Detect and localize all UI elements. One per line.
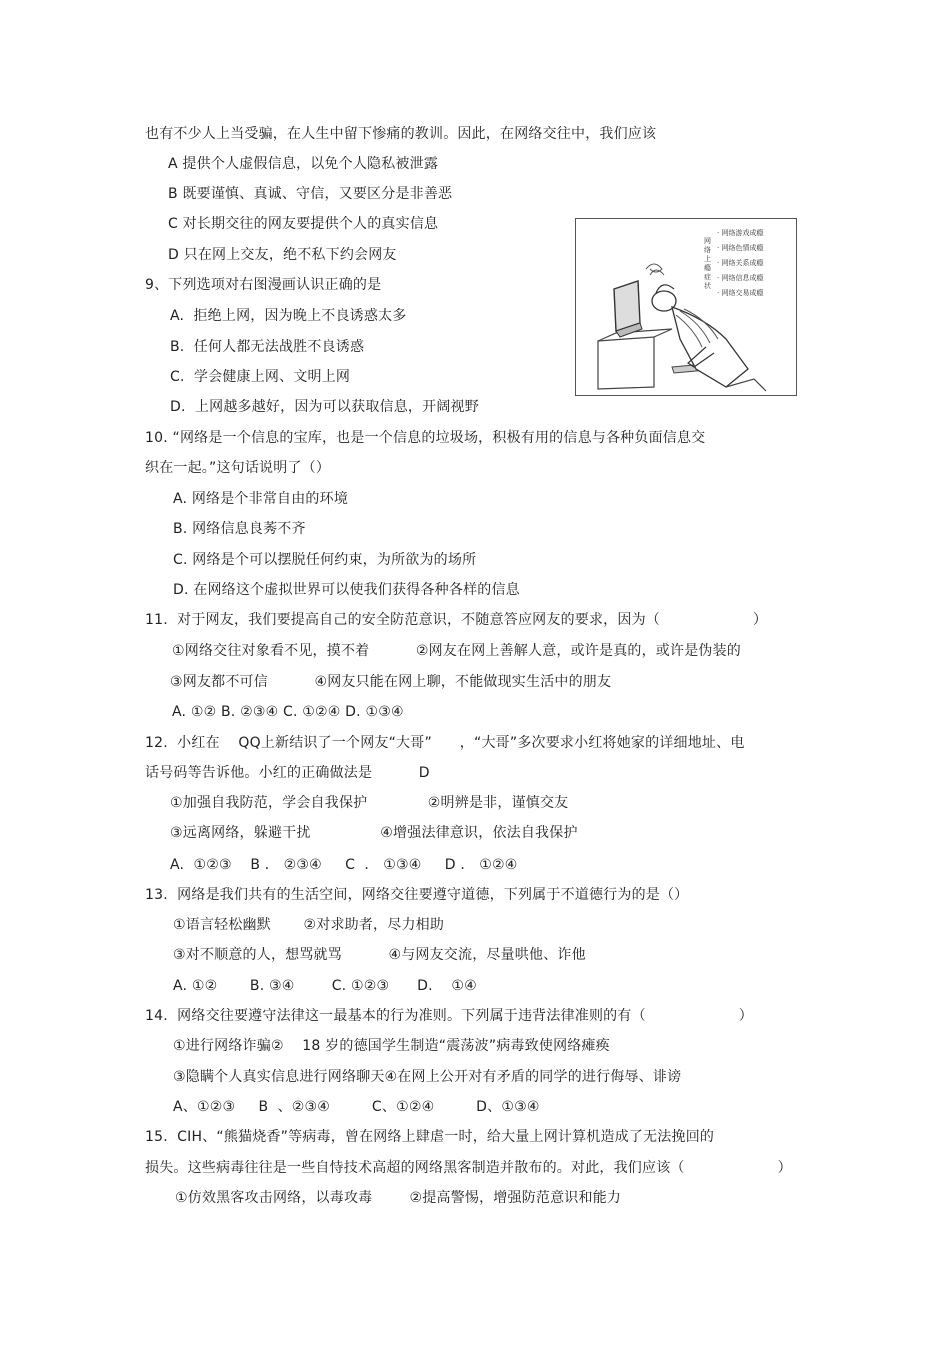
option-text: A. ①② B. ②③④ C. ①②④ D. ①③④ [172, 704, 404, 720]
option-text: D. 在网络这个虚拟世界可以使我们获得各种各样的信息 [173, 582, 520, 598]
question-10: 10. “网络是一个信息的宝库，也是一个信息的垃圾场，积极有用的信息与各种负面信息交 [145, 430, 706, 446]
text-line: 织在一起。”这句话说明了（） [145, 460, 331, 476]
statement-text: ③网友都不可信 ④网友只能在网上聊，不能做现实生活中的朋友 [170, 674, 612, 690]
question-15: 15. CIH、“熊猫烧香”等病毒，曾在网络上肆虐一时，给大量上网计算机造成了无法挽回的 [145, 1129, 715, 1145]
option-text: A. ①②③ B ． ②③④ C ． ①③④ D ． ①②④ [170, 857, 518, 873]
cartoon-vertical-label: 网络上瘾症状 [704, 237, 711, 290]
statement-text: ①加强自我防范，学会自我保护 ②明辨是非，谨慎交友 [170, 795, 569, 811]
statement-text: ①进行网络诈骗② 18 岁的德国学生制造“震荡波”病毒致使网络瘫痪 [173, 1038, 610, 1054]
option-text: A、①②③ B 、②③④ C、①②④ D、①③④ [173, 1099, 540, 1115]
option-text: C 对长期交往的网友要提供个人的真实信息 [168, 216, 439, 232]
option-text: A. 拒绝上网，因为晚上不良诱惑太多 [170, 308, 407, 324]
statement-text: ③远离网络，躲避干扰 ④增强法律意识，依法自我保护 [170, 825, 578, 841]
statement-text: ③隐瞒个人真实信息进行网络聊天④在网上公开对有矛盾的同学的进行侮辱、诽谤 [173, 1069, 682, 1085]
option-text: A. 网络是个非常自由的环境 [173, 491, 349, 507]
cartoon-symptom: · 网络色情成瘾 [717, 244, 764, 252]
statement-text: ①仿效黑客攻击网络，以毒攻毒 ②提高警惕，增强防范意识和能力 [175, 1190, 622, 1206]
option-text: B 既要谨慎、真诚、守信，又要区分是非善恶 [168, 186, 453, 202]
question-9: 9、下列选项对右图漫画认识正确的是 [145, 277, 382, 293]
question-13: 13. 网络是我们共有的生活空间，网络交往要遵守道德，下列属于不道德行为的是（） [145, 887, 689, 903]
cartoon-symptom: · 网络游戏成瘾 [717, 229, 764, 237]
statement-text: ①语言轻松幽默 ②对求助者，尽力相助 [173, 917, 445, 933]
option-text: C. 学会健康上网、文明上网 [170, 369, 351, 385]
option-text: D 只在网上交友，绝不私下约会网友 [168, 247, 397, 263]
text-line: 话号码等告诉他。小红的正确做法是 D [145, 765, 430, 781]
cartoon-symptom: · 网络交易成瘾 [717, 289, 764, 297]
cartoon-image [575, 218, 797, 396]
option-text: B. 任何人都无法战胜不良诱惑 [170, 339, 365, 355]
option-text: B. 网络信息良莠不齐 [173, 521, 306, 537]
statement-text: ③对不顺意的人，想骂就骂 ④与网友交流，尽量哄他、诈他 [173, 947, 586, 963]
text-line: 损失。这些病毒往往是一些自恃技术高超的网络黑客制造并散布的。对此，我们应该（ ） [145, 1160, 792, 1176]
option-text: C. 网络是个可以摆脱任何约束，为所欲为的场所 [173, 552, 477, 568]
option-text: A 提供个人虚假信息，以免个人隐私被泄露 [168, 156, 439, 172]
question-11: 11. 对于网友，我们要提高自己的安全防范意识，不随意答应网友的要求，因为（ ） [145, 612, 768, 628]
question-14: 14. 网络交往要遵守法律这一最基本的行为准则。下列属于违背法律准则的有（ ） [145, 1008, 753, 1024]
cartoon-symptom: · 网络信息成瘾 [717, 274, 764, 282]
text-line: 也有不少人上当受骗，在人生中留下惨痛的教训。因此，在网络交往中，我们应该 [145, 126, 657, 142]
question-12: 12. 小红在 QQ上新结识了一个网友“大哥” ，“大哥”多次要求小红将她家的详细地址、电 [145, 735, 745, 751]
cartoon-symptom: · 网络关系成瘾 [717, 259, 764, 267]
statement-text: ①网络交往对象看不见，摸不着 ②网友在网上善解人意，或许是真的，或许是伪装的 [172, 643, 742, 659]
option-text: D. 上网越多越好，因为可以获取信息，开阔视野 [170, 399, 479, 415]
option-text: A. ①② B. ③④ C. ①②③ D. ①④ [173, 978, 477, 994]
